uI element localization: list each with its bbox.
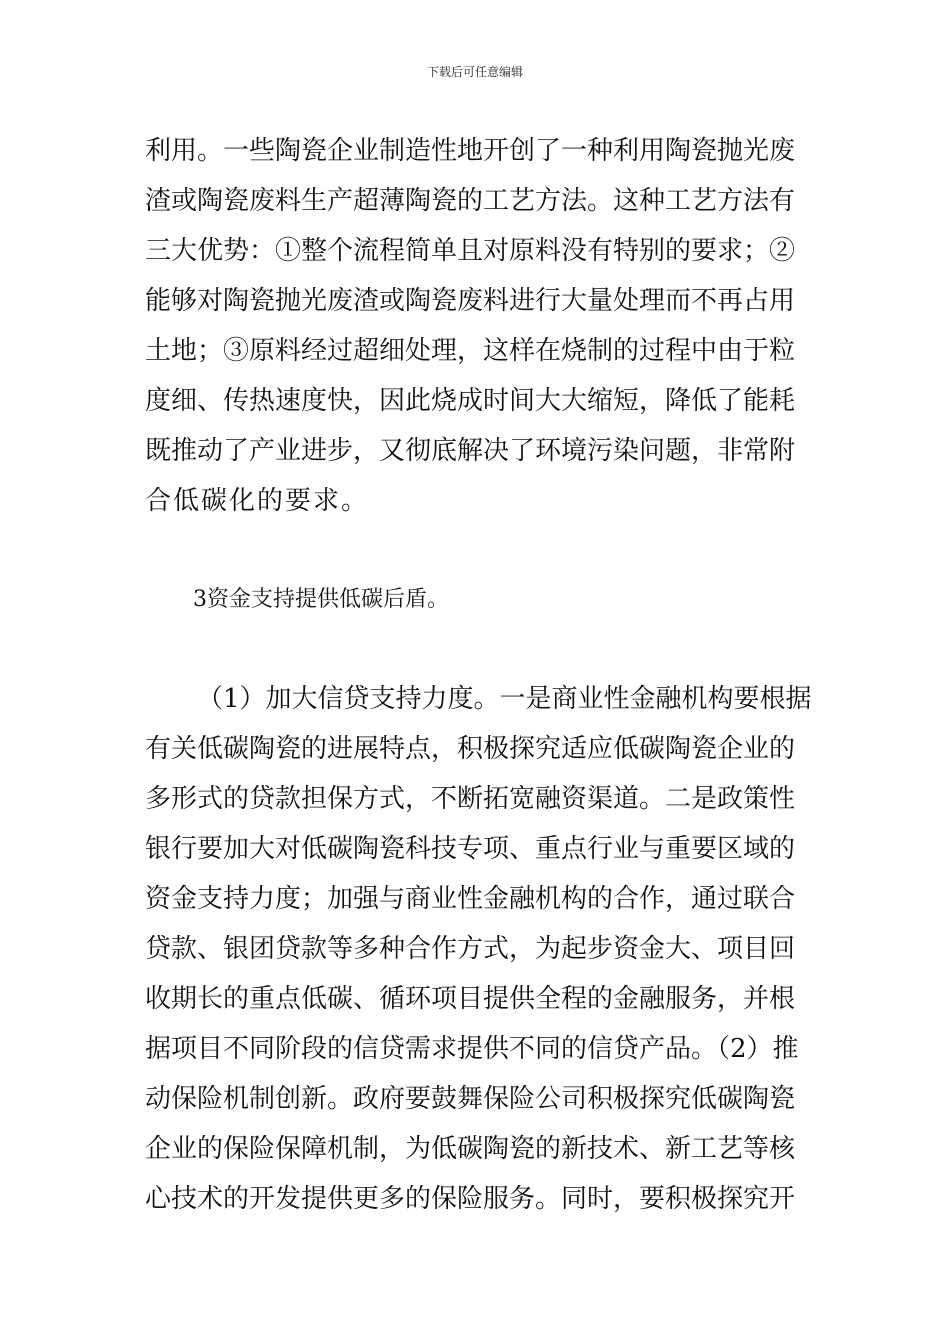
paragraph-1-line-7: 既推动了产业进步，又彻底解决了环境污染问题，非常附 — [145, 436, 796, 466]
paragraph-2-line-10: 企业的保险保障机制，为低碳陶瓷的新技术、新工艺等核 — [145, 1134, 796, 1164]
paragraph-2-line-8: 据项目不同阶段的信贷需求提供不同的信贷产品。（2）推 — [145, 1034, 799, 1064]
paragraph-1-line-1: 利用。一些陶瓷企业制造性地开创了一种利用陶瓷抛光废 — [145, 136, 796, 166]
paragraph-1-line-3: 三大优势：①整个流程简单且对原料没有特别的要求；② — [145, 236, 796, 266]
paragraph-2-line-3: 多形式的贷款担保方式，不断拓宽融资渠道。二是政策性 — [145, 784, 796, 814]
paragraph-2-line-6: 贷款、银团贷款等多种合作方式，为起步资金大、项目回 — [145, 934, 796, 964]
paragraph-2-line-7: 收期长的重点低碳、循环项目提供全程的金融服务，并根 — [145, 984, 796, 1014]
paragraph-2-line-5: 资金支持力度；加强与商业性金融机构的合作，通过联合 — [145, 884, 796, 914]
paragraph-1-line-5: 土地；③原料经过超细处理，这样在烧制的过程中由于粒 — [145, 336, 796, 366]
page-header: 下载后可任意编辑 — [426, 65, 523, 79]
paragraph-1-line-4: 能够对陶瓷抛光废渣或陶瓷废料进行大量处理而不再占用 — [145, 286, 796, 316]
paragraph-2-line-11: 心技术的开发提供更多的保险服务。同时，要积极探究开 — [145, 1184, 796, 1214]
paragraph-2-line-9: 动保险机制创新。政府要鼓舞保险公司积极探究低碳陶瓷 — [145, 1084, 796, 1114]
paragraph-2-line-4: 银行要加大对低碳陶瓷科技专项、重点行业与重要区域的 — [145, 834, 796, 864]
paragraph-1-line-8: 合低碳化的要求。 — [145, 486, 370, 516]
paragraph-2-line-1: （1）加大信贷支持力度。一是商业性金融机构要根据 — [197, 684, 812, 714]
paragraph-2-line-2: 有关低碳陶瓷的进展特点，积极探究适应低碳陶瓷企业的 — [145, 734, 796, 764]
paragraph-1-line-6: 度细、传热速度快，因此烧成时间大大缩短，降低了能耗 — [145, 386, 796, 416]
paragraph-1-line-2: 渣或陶瓷废料生产超薄陶瓷的工艺方法。这种工艺方法有 — [145, 186, 796, 216]
section-3-heading: 3资金支持提供低碳后盾。 — [193, 587, 449, 612]
